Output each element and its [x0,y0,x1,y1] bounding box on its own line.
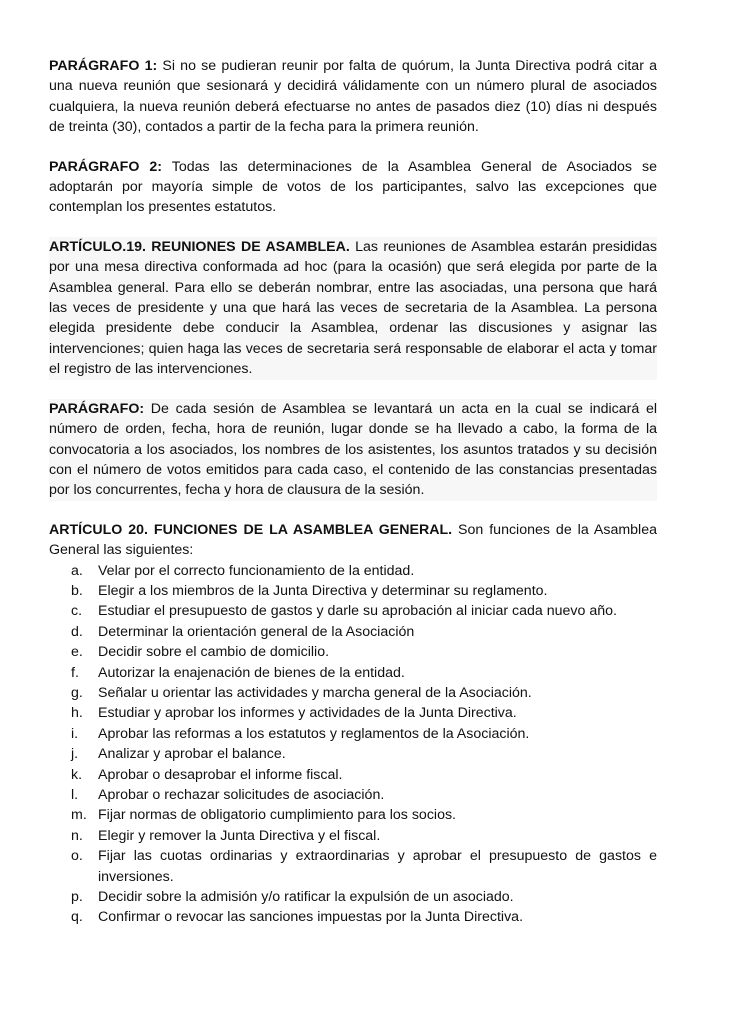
list-item [49,561,657,581]
list-item-text: Decidir sobre la admisión y/o ratificar la expulsión de un asociado. [98,889,514,906]
paragraph-1 [49,56,657,138]
list-item-marker: q. [71,909,83,926]
list-item-text: Señalar u orientar las actividades y marcha general de la Asociación. [98,684,532,701]
functions-list [49,561,657,928]
list-item-text: Aprobar o desaprobar el informe fiscal. [98,766,343,783]
list-item [49,663,657,683]
document-page [49,56,657,928]
list-item [49,765,657,785]
list-item-marker: e. [71,644,83,661]
list-item-marker: h. [71,705,83,722]
list-item [49,601,657,621]
list-item-marker: b. [71,582,83,599]
list-item-marker: l. [71,787,79,803]
paragraph-2-body: Todas las determinaciones de la Asamblea General de Asociados se adoptarán por mayoría simple de votos de los participantes, salvo las excepciones que contemplan los presentes estatutos. [49,158,658,216]
list-item [49,581,657,601]
paragraph-2 [49,157,657,218]
list-item-text: Analizar y aprobar el balance. [98,746,286,763]
paragraph-article-19-heading: PARÁGRAFO: [49,400,145,417]
paragraph-2-heading: PARÁGRAFO 2: [49,158,163,175]
list-item-text: Fijar las cuotas ordinarias y extraordinarias y aprobar el presupuesto de gastos e inversiones. [98,848,657,885]
list-item-text: Aprobar o rechazar solicitudes de asociación. [98,787,385,803]
list-item-text: Autorizar la enajenación de bienes de la entidad. [98,664,405,681]
paragraph-1-heading: PARÁGRAFO 1: [49,58,158,74]
article-20 [49,520,657,561]
article-20-heading: ARTÍCULO 20. FUNCIONES DE LA ASAMBLEA GENERAL. [49,521,453,538]
list-item [49,907,657,927]
list-item [49,744,657,764]
list-item [49,826,657,846]
list-item [49,887,657,907]
list-item-marker: g. [71,684,83,701]
paragraph-1-body: Si no se pudieran reunir por falta de quórum, la Junta Directiva podrá citar a una nueva reunión que sesionará y decidirá válidamente con un número plural de asociados cualquiera, la nueva reunión deberá efectuarse no antes de pasados diez (10) días ni después de treinta (30), contados a partir de la fecha para la primera reunión. [49,58,657,136]
list-item-marker: c. [71,603,83,620]
list-item-marker: d. [71,623,83,640]
list-item-marker: p. [71,889,83,906]
list-item [49,724,657,744]
list-item-text: Decidir sobre el cambio de domicilio. [98,644,330,661]
list-item-marker: f. [71,664,79,681]
list-item-text: Estudiar el presupuesto de gastos y darle su aprobación al iniciar cada nuevo año. [98,603,617,620]
list-item-text: Elegir y remover la Junta Directiva y el fiscal. [98,827,381,844]
list-item-marker: o. [71,848,83,865]
list-item [49,846,657,887]
list-item-text: Fijar normas de obligatorio cumplimiento para los socios. [98,807,456,824]
list-item [49,683,657,703]
list-item-text: Confirmar o revocar las sanciones impuestas por la Junta Directiva. [98,909,524,926]
list-item-text: Elegir a los miembros de la Junta Directiva y determinar su reglamento. [98,582,548,599]
list-item [49,703,657,723]
article-19-body: Las reuniones de Asamblea estarán presididas por una mesa directiva conformada ad hoc (para la ocasión) que será elegida por parte de la Asamblea general. Para ello se deberán nombrar, entre las asociadas, una persona que hará las veces de presidente y una que hará las veces de secretaria de la Asamblea. La persona elegida presidente debe conducir la Asamblea, ordenar las discusiones y asignar las intervenciones; quien haga las veces de secretaria será responsable de elaborar el acta y tomar el registro de las intervenciones. [49,238,657,378]
list-item-marker: a. [71,562,83,579]
list-item-marker: n. [71,827,83,844]
article-19-heading: ARTÍCULO.19. REUNIONES DE ASAMBLEA. [49,238,350,255]
list-item [49,622,657,642]
list-item [49,805,657,825]
list-item-marker: j. [71,746,79,763]
article-20-body: Son funciones de la Asamblea General las siguientes: [49,521,657,559]
list-item-text: Velar por el correcto funcionamiento de la entidad. [98,562,415,579]
list-item-text: Estudiar y aprobar los informes y actividades de la Junta Directiva. [98,705,517,722]
list-item-marker: i. [71,725,79,742]
list-item-marker: k. [71,766,83,783]
list-item-marker: m. [71,807,87,824]
list-item [49,785,657,805]
list-item [49,642,657,662]
list-item-text: Determinar la orientación general de la Asociación [98,623,415,640]
article-19 [49,237,657,380]
paragraph-article-19-body: De cada sesión de Asamblea se levantará un acta en la cual se indicará el número de orden, fecha, hora de reunión, lugar donde se ha llevado a cabo, la forma de la convocatoria a los asociados, los nombres de los asistentes, los asuntos tratados y su decisión con el número de votos emitidos para cada caso, el contenido de las constancias presentadas por los concurrentes, fecha y hora de clausura de la sesión. [49,400,657,499]
paragraph-article-19 [49,399,657,501]
list-item-text: Aprobar las reformas a los estatutos y reglamentos de la Asociación. [98,725,530,742]
